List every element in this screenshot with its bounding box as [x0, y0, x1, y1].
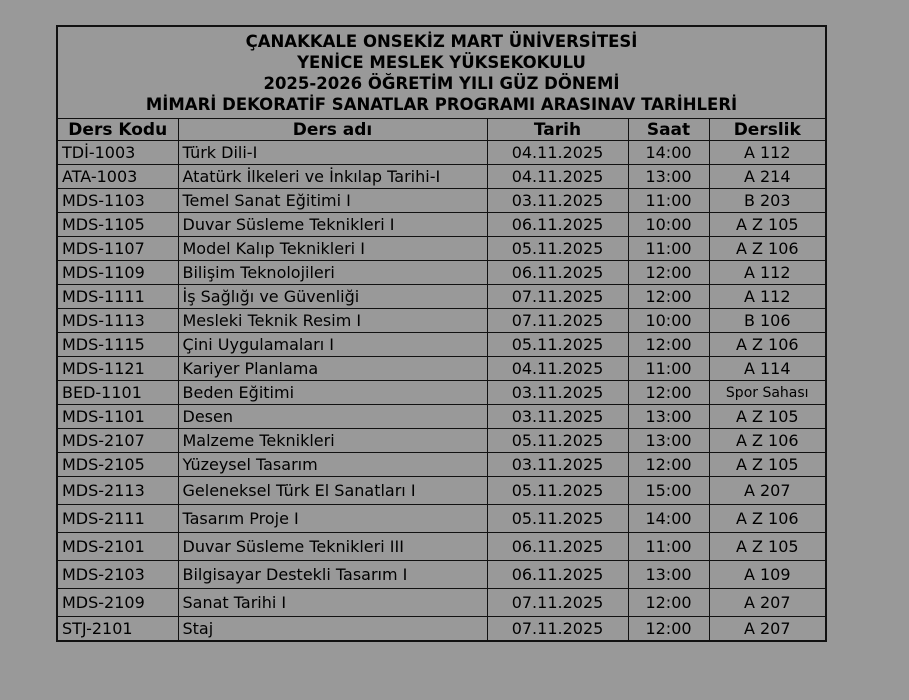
- table-row: [58, 189, 825, 213]
- course-code-cell: MDS-2109: [58, 589, 178, 617]
- exam-date-cell: 05.11.2025: [487, 505, 628, 533]
- classroom-cell: A 214: [709, 165, 825, 189]
- course-name-cell: Mesleki Teknik Resim I: [178, 309, 487, 333]
- course-name-cell: Duvar Süsleme Teknikleri III: [178, 533, 487, 561]
- exam-table: [58, 119, 825, 640]
- course-code-cell: ATA-1003: [58, 165, 178, 189]
- exam-date-cell: 06.11.2025: [487, 561, 628, 589]
- course-code-cell: MDS-2103: [58, 561, 178, 589]
- exam-date-cell: 05.11.2025: [487, 333, 628, 357]
- exam-time-cell: 13:00: [628, 561, 709, 589]
- table-row: [58, 533, 825, 561]
- document-title: MİMARİ DEKORATİF SANATLAR PROGRAMI ARASINAV TARİHLERİ: [145, 95, 738, 114]
- exam-time-cell: 11:00: [628, 189, 709, 213]
- university-name: ÇANAKKALE ONSEKİZ MART ÜNİVERSİTESİ: [245, 32, 638, 51]
- classroom-cell: Spor Sahası: [709, 381, 825, 405]
- classroom-cell: A 207: [709, 617, 825, 641]
- course-code-cell: TDİ-1003: [58, 141, 178, 165]
- table-row: [58, 333, 825, 357]
- column-header-room: Derslik: [709, 119, 825, 141]
- table-row: [58, 213, 825, 237]
- course-code-cell: MDS-2111: [58, 505, 178, 533]
- classroom-cell: A Z 105: [709, 533, 825, 561]
- exam-date-cell: 03.11.2025: [487, 189, 628, 213]
- classroom-cell: A Z 106: [709, 333, 825, 357]
- course-code-cell: MDS-2107: [58, 429, 178, 453]
- exam-date-cell: 04.11.2025: [487, 165, 628, 189]
- table-row: [58, 165, 825, 189]
- classroom-cell: A 112: [709, 141, 825, 165]
- exam-time-cell: 10:00: [628, 309, 709, 333]
- course-code-cell: MDS-1105: [58, 213, 178, 237]
- exam-time-cell: 13:00: [628, 429, 709, 453]
- course-name-cell: Türk Dili-I: [178, 141, 487, 165]
- exam-date-cell: 05.11.2025: [487, 477, 628, 505]
- course-name-cell: Bilgisayar Destekli Tasarım I: [178, 561, 487, 589]
- course-code-cell: MDS-1113: [58, 309, 178, 333]
- column-header-name: Ders adı: [178, 119, 487, 141]
- exam-time-cell: 14:00: [628, 505, 709, 533]
- table-row: [58, 357, 825, 381]
- course-code-cell: MDS-1103: [58, 189, 178, 213]
- exam-date-cell: 05.11.2025: [487, 429, 628, 453]
- document-header: [58, 27, 825, 119]
- course-code-cell: MDS-1109: [58, 261, 178, 285]
- course-name-cell: Geleneksel Türk El Sanatları I: [178, 477, 487, 505]
- table-header-row: [58, 119, 825, 141]
- course-code-cell: MDS-1115: [58, 333, 178, 357]
- exam-time-cell: 11:00: [628, 237, 709, 261]
- course-code-cell: BED-1101: [58, 381, 178, 405]
- exam-time-cell: 11:00: [628, 357, 709, 381]
- table-row: [58, 505, 825, 533]
- exam-date-cell: 03.11.2025: [487, 381, 628, 405]
- classroom-cell: A 109: [709, 561, 825, 589]
- exam-time-cell: 11:00: [628, 533, 709, 561]
- classroom-cell: A Z 105: [709, 453, 825, 477]
- exam-date-cell: 05.11.2025: [487, 237, 628, 261]
- course-name-cell: Atatürk İlkeleri ve İnkılap Tarihi-I: [178, 165, 487, 189]
- exam-time-cell: 13:00: [628, 405, 709, 429]
- exam-date-cell: 06.11.2025: [487, 261, 628, 285]
- exam-time-cell: 12:00: [628, 285, 709, 309]
- table-row: [58, 237, 825, 261]
- exam-date-cell: 07.11.2025: [487, 589, 628, 617]
- course-code-cell: MDS-1121: [58, 357, 178, 381]
- table-row: [58, 453, 825, 477]
- table-row: [58, 617, 825, 641]
- course-code-cell: MDS-1111: [58, 285, 178, 309]
- course-name-cell: Tasarım Proje I: [178, 505, 487, 533]
- exam-time-cell: 12:00: [628, 381, 709, 405]
- classroom-cell: A 207: [709, 589, 825, 617]
- exam-date-cell: 03.11.2025: [487, 453, 628, 477]
- classroom-cell: A Z 106: [709, 505, 825, 533]
- table-row: [58, 309, 825, 333]
- course-code-cell: MDS-2113: [58, 477, 178, 505]
- course-name-cell: Desen: [178, 405, 487, 429]
- classroom-cell: A Z 106: [709, 429, 825, 453]
- course-name-cell: Duvar Süsleme Teknikleri I: [178, 213, 487, 237]
- classroom-cell: B 106: [709, 309, 825, 333]
- course-code-cell: MDS-1101: [58, 405, 178, 429]
- table-row: [58, 285, 825, 309]
- exam-date-cell: 04.11.2025: [487, 141, 628, 165]
- course-name-cell: Temel Sanat Eğitimi I: [178, 189, 487, 213]
- academic-term: 2025-2026 ÖĞRETİM YILI GÜZ DÖNEMİ: [263, 74, 620, 93]
- exam-time-cell: 12:00: [628, 589, 709, 617]
- exam-time-cell: 15:00: [628, 477, 709, 505]
- course-name-cell: Sanat Tarihi I: [178, 589, 487, 617]
- table-row: [58, 477, 825, 505]
- course-name-cell: Staj: [178, 617, 487, 641]
- classroom-cell: A 112: [709, 285, 825, 309]
- course-name-cell: Kariyer Planlama: [178, 357, 487, 381]
- table-row: [58, 561, 825, 589]
- classroom-cell: A Z 106: [709, 237, 825, 261]
- exam-time-cell: 13:00: [628, 165, 709, 189]
- course-code-cell: MDS-1107: [58, 237, 178, 261]
- column-header-time: Saat: [628, 119, 709, 141]
- exam-date-cell: 07.11.2025: [487, 617, 628, 641]
- course-name-cell: Yüzeysel Tasarım: [178, 453, 487, 477]
- classroom-cell: A 207: [709, 477, 825, 505]
- course-code-cell: MDS-2101: [58, 533, 178, 561]
- exam-date-cell: 04.11.2025: [487, 357, 628, 381]
- exam-date-cell: 07.11.2025: [487, 309, 628, 333]
- exam-date-cell: 03.11.2025: [487, 405, 628, 429]
- course-name-cell: Model Kalıp Teknikleri I: [178, 237, 487, 261]
- exam-date-cell: 06.11.2025: [487, 213, 628, 237]
- classroom-cell: A Z 105: [709, 405, 825, 429]
- course-name-cell: Malzeme Teknikleri: [178, 429, 487, 453]
- column-header-code: Ders Kodu: [58, 119, 178, 141]
- course-name-cell: Bilişim Teknolojileri: [178, 261, 487, 285]
- course-code-cell: MDS-2105: [58, 453, 178, 477]
- course-name-cell: İş Sağlığı ve Güvenliği: [178, 285, 487, 309]
- table-row: [58, 429, 825, 453]
- table-row: [58, 261, 825, 285]
- school-name: YENİCE MESLEK YÜKSEKOKULU: [297, 53, 586, 72]
- exam-time-cell: 12:00: [628, 453, 709, 477]
- table-row: [58, 141, 825, 165]
- exam-date-cell: 07.11.2025: [487, 285, 628, 309]
- classroom-cell: A 112: [709, 261, 825, 285]
- exam-date-cell: 06.11.2025: [487, 533, 628, 561]
- table-row: [58, 381, 825, 405]
- table-row: [58, 405, 825, 429]
- exam-time-cell: 14:00: [628, 141, 709, 165]
- course-name-cell: Çini Uygulamaları I: [178, 333, 487, 357]
- exam-time-cell: 10:00: [628, 213, 709, 237]
- exam-time-cell: 12:00: [628, 617, 709, 641]
- column-header-date: Tarih: [487, 119, 628, 141]
- classroom-cell: A 114: [709, 357, 825, 381]
- course-code-cell: STJ-2101: [58, 617, 178, 641]
- exam-time-cell: 12:00: [628, 333, 709, 357]
- classroom-cell: B 203: [709, 189, 825, 213]
- exam-time-cell: 12:00: [628, 261, 709, 285]
- exam-schedule-sheet: [56, 25, 827, 642]
- course-name-cell: Beden Eğitimi: [178, 381, 487, 405]
- classroom-cell: A Z 105: [709, 213, 825, 237]
- table-row: [58, 589, 825, 617]
